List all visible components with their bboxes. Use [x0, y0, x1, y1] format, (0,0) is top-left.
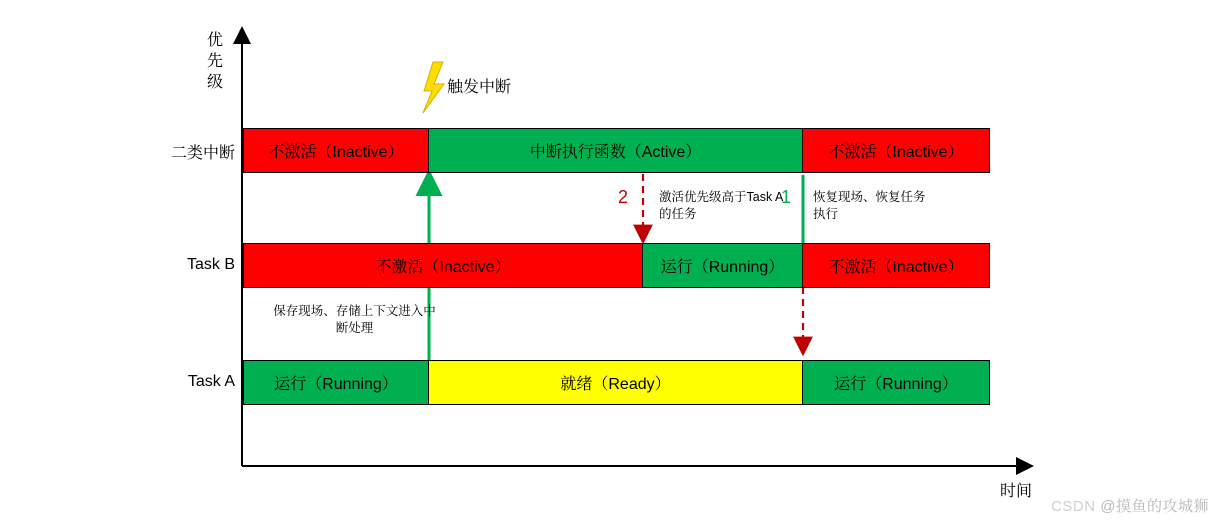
note-save-context: 保存现场、存储上下文进入中断处理: [273, 304, 436, 335]
x-axis-label: 时间: [1000, 483, 1033, 500]
watermark: [1051, 495, 1209, 516]
watermark-author: @摸鱼的攻城狮: [1100, 498, 1209, 515]
trigger-interrupt-label: 触发中断: [447, 79, 512, 96]
row-label-interrupt: 二类中断: [170, 145, 235, 162]
step-marker-1: 1: [781, 187, 792, 207]
step-marker-2: 2: [618, 187, 629, 207]
task-a-running-right: 运行（Running）: [802, 360, 990, 405]
note-restore-context: 恢复现场、恢复任务执行: [813, 190, 926, 221]
y-axis-label: 优先级: [206, 32, 223, 91]
interrupt-active: 中断执行函数（Active）: [428, 128, 803, 173]
row-label-task-b: Task B: [186, 256, 235, 273]
lightning-icon: [423, 62, 444, 113]
task-b-inactive-left: 不激活（Inactive）: [243, 243, 643, 288]
interrupt-inactive-left: 不激活（Inactive）: [243, 128, 429, 173]
watermark-csdn: CSDN: [1051, 498, 1096, 515]
task-a-ready: 就绪（Ready）: [428, 360, 803, 405]
note-activate-higher-priority: 激活优先级高于Task A的任务: [659, 190, 784, 221]
task-a-running-left: 运行（Running）: [243, 360, 429, 405]
task-b-inactive-right: 不激活（Inactive）: [802, 243, 990, 288]
interrupt-inactive-right: 不激活（Inactive）: [802, 128, 990, 173]
row-label-task-a: Task A: [187, 373, 235, 390]
task-b-running: 运行（Running）: [642, 243, 803, 288]
